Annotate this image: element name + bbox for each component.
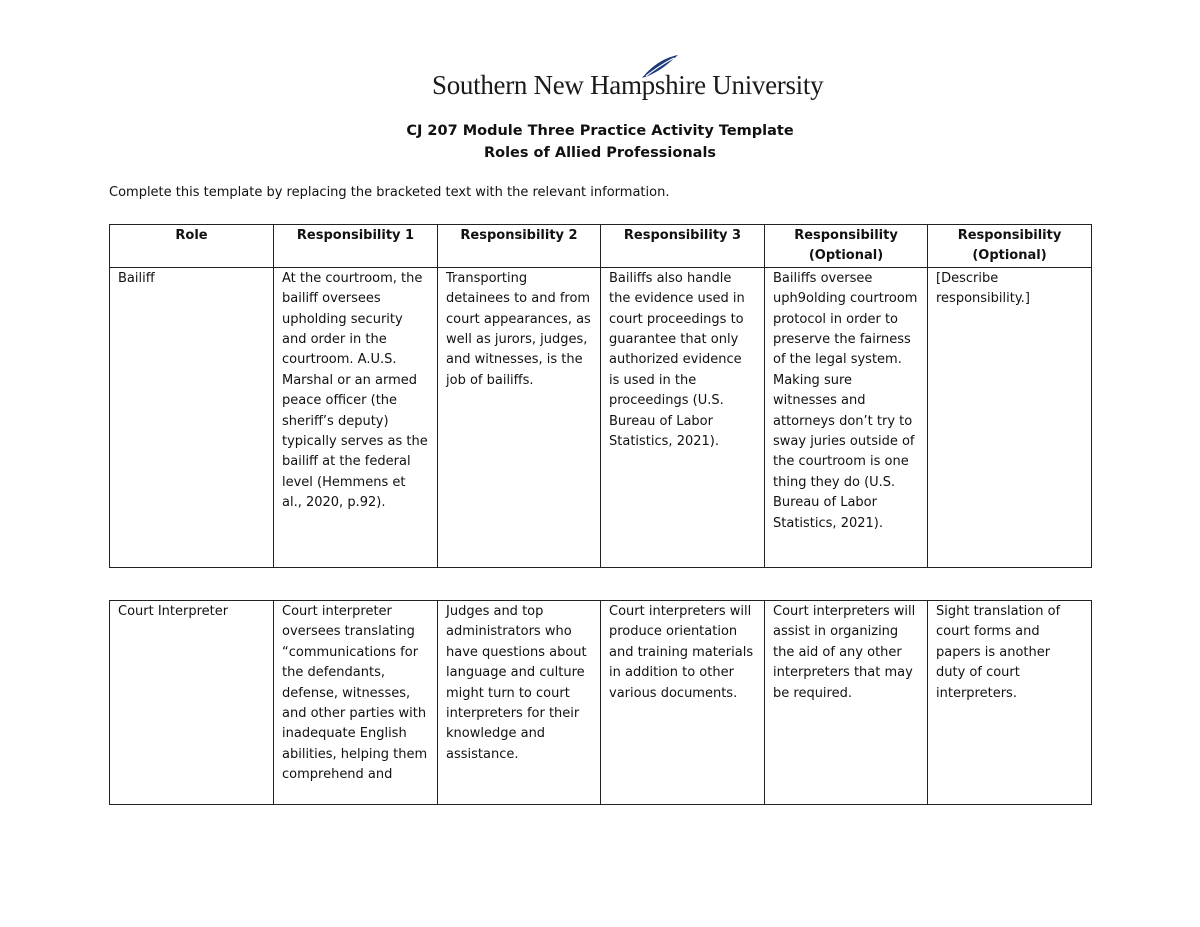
table-row xyxy=(110,601,1092,805)
table-header-row xyxy=(110,225,1092,268)
responsibility-cell: Court interpreters will produce orientation and training materials in addition to other various documents. xyxy=(601,601,765,805)
responsibility-cell: Sight translation of court forms and papers is another duty of court interpreters. xyxy=(928,601,1092,805)
roles-table xyxy=(109,224,1092,568)
university-logo xyxy=(432,54,824,106)
document-title xyxy=(0,120,1200,164)
quill-leaf-icon xyxy=(640,54,680,80)
header-responsibility-2: Responsibility 2 xyxy=(438,225,601,268)
header-responsibility-optional-1: Responsibility (Optional) xyxy=(765,225,928,268)
responsibility-cell: At the courtroom, the bailiff oversees upholding security and order in the courtroom. A.U.S. Marshal or an armed peace officer (the sheriff’s deputy) typically serves as the bailiff at the federal level (Hemmens et al., 2020, p.92). xyxy=(274,267,438,567)
header-responsibility-1: Responsibility 1 xyxy=(274,225,438,268)
instructions-text: Complete this template by replacing the bracketed text with the relevant information. xyxy=(109,185,670,200)
responsibility-cell: Bailiffs oversee uph9olding courtroom protocol in order to preserve the fairness of the legal system. Making sure witnesses and attorneys don’t try to sway juries outside of the courtroom is one thing they do (U.S. Bureau of Labor Statistics, 2021). xyxy=(765,267,928,567)
responsibility-cell: [Describe responsibility.] xyxy=(928,267,1092,567)
title-line-1: CJ 207 Module Three Practice Activity Template xyxy=(406,123,794,139)
responsibility-cell: Court interpreters will assist in organizing the aid of any other interpreters that may be required. xyxy=(765,601,928,805)
role-cell: Bailiff xyxy=(110,267,274,567)
responsibility-cell: Court interpreter oversees translating “communications for the defendants, defense, witnesses, and other parties with inadequate English abilities, helping them comprehend and xyxy=(274,601,438,805)
header-responsibility-optional-2: Responsibility (Optional) xyxy=(928,225,1092,268)
table-row xyxy=(110,267,1092,567)
header-responsibility-3: Responsibility 3 xyxy=(601,225,765,268)
roles-table-continued xyxy=(109,600,1092,805)
title-line-2: Roles of Allied Professionals xyxy=(483,145,717,161)
header-role: Role xyxy=(110,225,274,268)
responsibility-cell: Bailiffs also handle the evidence used in court proceedings to guarantee that only authorized evidence is used in the proceedings (U.S. Bureau of Labor Statistics, 2021). xyxy=(601,267,765,567)
responsibility-cell: Judges and top administrators who have questions about language and culture might turn to court interpreters for their knowledge and assistance. xyxy=(438,601,601,805)
logo-wordmark: Southern New Hampshire University xyxy=(432,70,824,100)
responsibility-cell: Transporting detainees to and from court appearances, as well as jurors, judges, and witnesses, is the job of bailiffs. xyxy=(438,267,601,567)
role-cell: Court Interpreter xyxy=(110,601,274,805)
